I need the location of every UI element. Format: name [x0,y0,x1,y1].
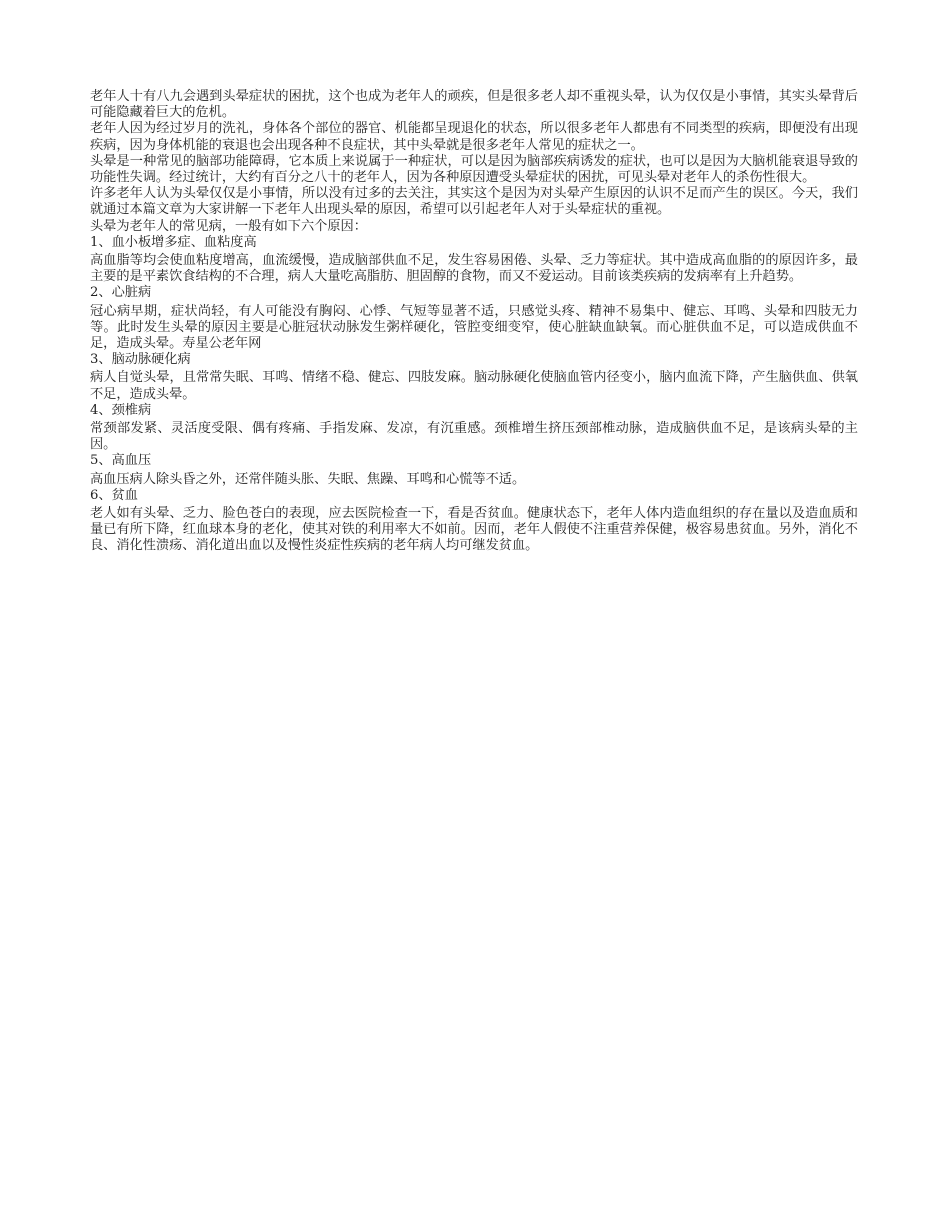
intro-paragraph-3: 头晕是一种常见的脑部功能障碍，它本质上来说属于一种症状，可以是因为脑部疾病诱发的症状，也可以是因为大脑机能衰退导致的功能性失调。经过统计，大约有百分之八十的老年人，因为各种原因遭受头晕症状的困扰，可见头晕对老年人的杀伤性很大。 [90,153,858,186]
section-heading-6: 6、贫血 [90,487,138,503]
section-heading-3: 3、脑动脉硬化病 [90,352,191,368]
section-body-1: 高血脂等均会使血粘度增高，血流缓慢，造成脑部供血不足，发生容易困倦、头晕、乏力等症状。其中造成高血脂的的原因许多，最主要的是平素饮食结构的不合理，病人大量吃高脂肪、胆固醇的食物，而又不爱运动。目前该类疾病的发病率有上升趋势。 [90,253,858,285]
intro-paragraph-5: 头晕为老年人的常见病，一般有如下六个原因： [90,218,367,234]
intro-paragraph-1: 老年人十有八九会遇到头晕症状的困扰，这个也成为老年人的顽疾，但是很多老人却不重视头晕，认为仅仅是小事情，其实头晕背后可能隐藏着巨大的危机。 [90,89,858,121]
section-heading-5: 5、高血压 [90,453,152,469]
intro-paragraph-4: 许多老年人认为头晕仅仅是小事情，所以没有过多的去关注，其实这个是因为对头晕产生原因的认识不足而产生的误区。今天，我们就通过本篇文章为大家讲解一下老年人出现头晕的原因，希望可以引起老年人对于头晕症状的重视。 [90,186,858,218]
section-body-6: 老人如有头晕、乏力、脸色苍白的表现，应去医院检查一下，看是否贫血。健康状态下，老年人体内造血组织的存在量以及造血质和量已有所下降，红血球本身的老化，使其对铁的利用率大不如前。因而，老年人假使不注重营养保健，极容易患贫血。另外，消化不良、消化性溃疡、消化道出血以及慢性炎症性疾病的老年病人均可继发贫血。 [90,506,858,554]
intro-paragraph-2: 老年人因为经过岁月的洗礼，身体各个部位的器官、机能都呈现退化的状态，所以很多老年人都患有不同类型的疾病，即便没有出现疾病，因为身体机能的衰退也会出现各种不良症状，其中头晕就是很多老年人常见的症状之一。 [90,121,858,153]
section-body-2: 冠心病早期，症状尚轻，有人可能没有胸闷、心悸、气短等显著不适，只感觉头疼、精神不易集中、健忘、耳鸣、头晕和四肢无力等。此时发生头晕的原因主要是心脏冠状动脉发生粥样硬化，管腔变细变窄，使心脏缺血缺氧。而心脏供血不足，可以造成供血不足，造成头晕。寿星公老年网 [90,303,858,352]
section-body-4: 常颈部发紧、灵活度受限、偶有疼痛、手指发麻、发凉，有沉重感。颈椎增生挤压颈部椎动脉，造成脑供血不足，是该病头晕的主因。 [90,421,858,453]
section-heading-1: 1、血小板增多症、血粘度高 [90,234,257,250]
section-body-3: 病人自觉头晕，且常常失眠、耳鸣、情绪不稳、健忘、四肢发麻。脑动脉硬化使脑血管内径变小，脑内血流下降，产生脑供血、供氧不足，造成头晕。 [90,370,858,402]
section-body-5: 高血压病人除头昏之外，还常伴随头胀、失眠、焦躁、耳鸣和心慌等不适。 [90,471,526,487]
section-heading-2: 2、心脏病 [90,285,152,301]
article [90,89,858,555]
section-heading-4: 4、颈椎病 [90,402,152,418]
